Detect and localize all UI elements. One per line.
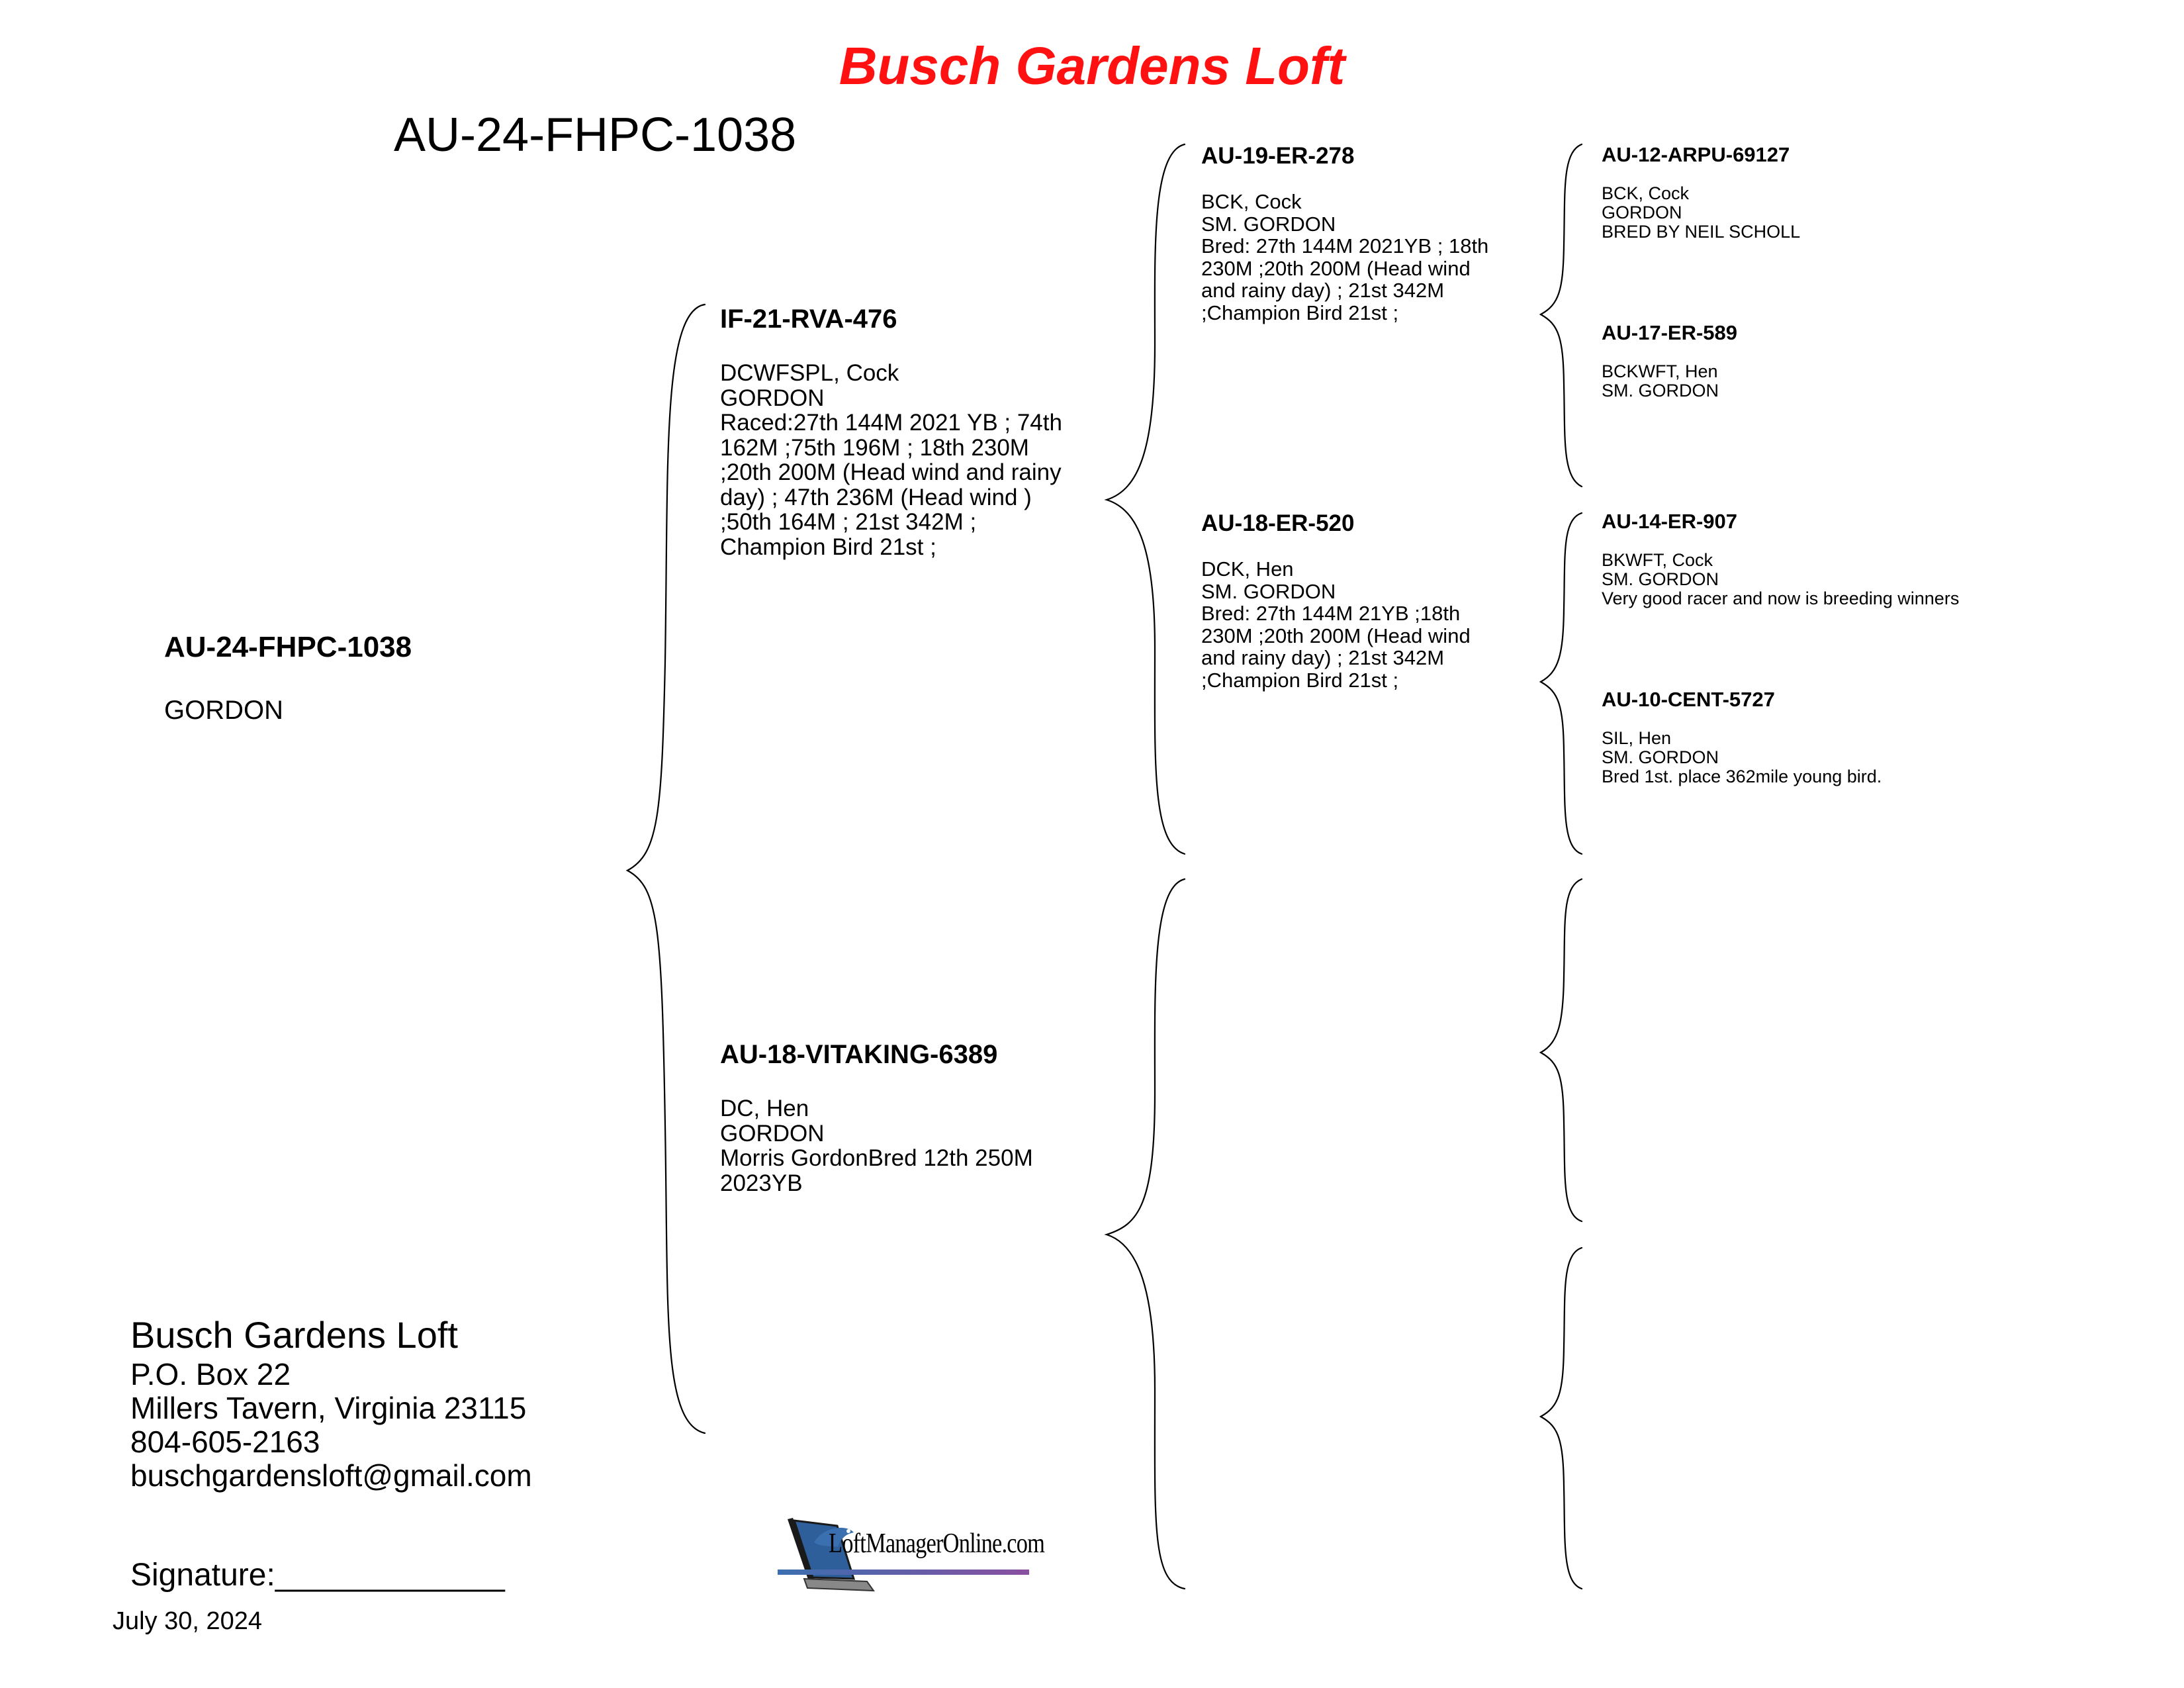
- sd-dam-block: [1602, 688, 2005, 786]
- sd-sire-line: Very good racer and now is breeding winners: [1602, 588, 1960, 608]
- sire-line: GORDON: [720, 385, 825, 411]
- logo-text: LoftManagerOnline.com: [829, 1528, 1045, 1559]
- sire-line: 162M ;75th 196M ; 18th 230M: [720, 434, 1029, 461]
- dam-block: [720, 1040, 1111, 1196]
- ss-sire-line: GORDON: [1602, 203, 1682, 222]
- contact-name: Busch Gardens Loft: [130, 1314, 458, 1356]
- subject-band: AU-24-FHPC-1038: [164, 631, 412, 663]
- bracket-gen1: [627, 305, 705, 1433]
- ss-sire-block: [1602, 143, 2005, 242]
- sire-sire-line: 230M ;20th 200M (Head wind: [1201, 256, 1471, 280]
- sd-dam-line: Bred 1st. place 362mile young bird.: [1602, 767, 1882, 786]
- contact-block: [130, 1314, 532, 1493]
- sire-sire-line: ;Champion Bird 21st ;: [1201, 301, 1399, 324]
- sire-line: DCWFSPL, Cock: [720, 360, 899, 386]
- bracket-gen3-3: [1541, 879, 1582, 1221]
- signature-line: Signature:_____________: [130, 1558, 505, 1593]
- sire-dam-line: Bred: 27th 144M 21YB ;18th: [1201, 602, 1461, 625]
- subject-bird: [164, 631, 574, 725]
- sire-dam-line: SM. GORDON: [1201, 579, 1336, 603]
- dam-line: 2023YB: [720, 1170, 803, 1196]
- ss-dam-block: [1602, 321, 2005, 400]
- sd-dam-band: AU-10-CENT-5727: [1602, 688, 1775, 711]
- contact-email: buschgardensloft@gmail.com: [130, 1458, 532, 1493]
- bracket-gen3-1: [1541, 144, 1582, 487]
- dam-line: Morris GordonBred 12th 250M: [720, 1145, 1033, 1171]
- ss-sire-line: BCK, Cock: [1602, 183, 1690, 203]
- bracket-gen2-lower: [1107, 879, 1185, 1589]
- sd-sire-band: AU-14-ER-907: [1602, 510, 1738, 533]
- sire-dam-line: DCK, Hen: [1201, 557, 1294, 581]
- sire-dam-block: [1201, 510, 1532, 691]
- ss-dam-line: BCKWFT, Hen: [1602, 361, 1718, 381]
- header-band-number: AU-24-FHPC-1038: [394, 109, 797, 162]
- sire-line: day) ; 47th 236M (Head wind ): [720, 484, 1032, 510]
- bracket-gen3-2: [1541, 513, 1582, 854]
- sd-dam-line: SM. GORDON: [1602, 747, 1719, 767]
- sire-dam-band: AU-18-ER-520: [1201, 510, 1355, 536]
- sire-block: [720, 305, 1111, 559]
- sd-sire-block: [1602, 510, 2005, 608]
- dam-line: DC, Hen: [720, 1096, 809, 1121]
- sd-dam-line: SIL, Hen: [1602, 728, 1672, 748]
- sire-line: ;50th 164M ; 21st 342M ;: [720, 509, 977, 535]
- subject-strain: GORDON: [164, 696, 283, 725]
- contact-address-2: Millers Tavern, Virginia 23115: [130, 1391, 527, 1425]
- sire-dam-line: ;Champion Bird 21st ;: [1201, 668, 1399, 692]
- dam-band: AU-18-VITAKING-6389: [720, 1040, 998, 1069]
- sire-dam-line: 230M ;20th 200M (Head wind: [1201, 624, 1471, 647]
- sd-sire-line: BKWFT, Cock: [1602, 550, 1713, 570]
- sire-sire-line: SM. GORDON: [1201, 212, 1336, 236]
- contact-address-1: P.O. Box 22: [130, 1357, 291, 1391]
- sd-sire-line: SM. GORDON: [1602, 569, 1719, 589]
- sire-line: Raced:27th 144M 2021 YB ; 74th: [720, 410, 1062, 436]
- ss-sire-band: AU-12-ARPU-69127: [1602, 143, 1790, 166]
- sire-sire-line: BCK, Cock: [1201, 190, 1302, 213]
- sire-dam-line: and rainy day) ; 21st 342M: [1201, 646, 1445, 669]
- ss-dam-line: SM. GORDON: [1602, 381, 1719, 400]
- sire-line: ;20th 200M (Head wind and rainy: [720, 459, 1062, 485]
- sire-band: IF-21-RVA-476: [720, 305, 897, 334]
- bracket-gen3-4: [1541, 1248, 1582, 1589]
- sire-sire-line: Bred: 27th 144M 2021YB ; 18th: [1201, 234, 1489, 258]
- sire-sire-block: [1201, 143, 1532, 324]
- sire-line: Champion Bird 21st ;: [720, 534, 936, 560]
- ss-sire-line: BRED BY NEIL SCHOLL: [1602, 222, 1801, 242]
- dam-line: GORDON: [720, 1120, 825, 1147]
- page-title: Busch Gardens Loft: [839, 36, 1345, 95]
- sire-sire-line: and rainy day) ; 21st 342M: [1201, 279, 1445, 302]
- bracket-gen2-upper: [1107, 144, 1185, 854]
- sire-sire-band: AU-19-ER-278: [1201, 143, 1355, 169]
- contact-phone: 804-605-2163: [130, 1425, 320, 1459]
- ss-dam-band: AU-17-ER-589: [1602, 321, 1738, 344]
- print-date: July 30, 2024: [113, 1607, 263, 1635]
